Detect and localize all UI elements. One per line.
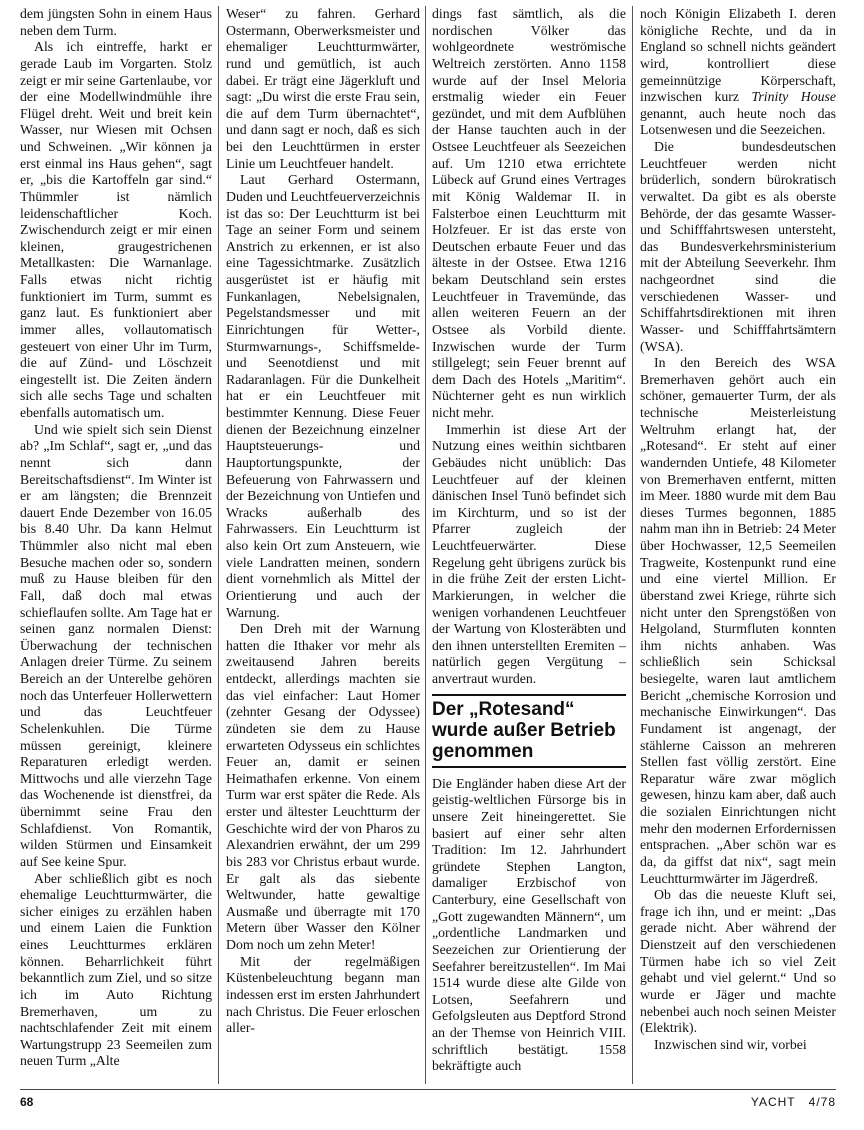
- paragraph: [640, 6, 836, 139]
- issue-number: 4/78: [808, 1095, 836, 1109]
- paragraph: Mit der regelmäßigen Küstenbeleuchtung begann man indessen erst im ersten Jahrhundert nach Christus. Die Feuer erloschen aller-: [226, 953, 420, 1036]
- paragraph: Laut Gerhard Ostermann, Duden und Leuchtfeuerverzeichnis ist das so: Der Leuchtturm ist bei Tage an seiner Form und seinem Anstrich zu erkennen, er ist also eine Tagessichtmarke. Zusätzlich ausgerüstet ist er häufig mit Funkanlagen, Nebelsignalen, Pegelstandsmesser und mit Einrichtungen für Wetter-, Sturmwarnungs-, Schiffsmelde- und Seenotdienst und mit Radaranlagen. Für die Dunkelheit hat er ein Leuchtfeuer mit bestimmter Kennung. Diese Feuer dienen der Bezeichnung einzelner Hauptsteuerungs- und Hauptortungspunkte, der Befeuerung von Fahrwassern und der Bezeichnung von Untiefen und Wracks außerhalb des Fahrwassers. Ein Leuchtturm ist also kein Ort zum Ansteuern, wie viele Landratten meinen, sondern dient vornehmlich als Mittel der Orientierung und auch der Warnung.: [226, 172, 420, 620]
- column-divider: [218, 6, 219, 1084]
- paragraph: Weser“ zu fahren. Gerhard Ostermann, Oberwerksmeister und ehemaliger Leuchtturmwärter, rund und gemütlich, ist auch dabei. Er trägt eine Jägerkluft und sagt: „Du wirst die erste Frau sein, die auf dem Turm übernachtet“, und dann sagt er noch, daß es sich bei den Leuchttürmen in erster Linie um Leuchtfeuer handelt.: [226, 6, 420, 171]
- emphasis-text: Trinity House: [751, 89, 836, 105]
- paragraph: Die bundesdeutschen Leuchtfeuer werden nicht brüderlich, sondern bürokratisch verwaltet. Da gibt es als oberste Behörde, der das gesamte Wasser- und Schifffahrtswesen untersteht, das Bundesverkehrsministerium mit der Abteilung Seeverkehr. Ihm nachgeordnet sind die verschiedenen Wasser- und Schiffahrtsdirektionen mit ihren Wasser- und Schifffahrtsämtern (WSA).: [640, 139, 836, 354]
- paragraph: Inzwischen sind wir, vorbei: [654, 1036, 807, 1052]
- paragraph: dem jüngsten Sohn in einem Haus neben dem Turm.: [20, 6, 212, 38]
- paragraph: In den Bereich des WSA Bremerhaven gehört auch ein schöner, gemauerter Turm, der als technische Meisterleistung Weltruhm erlangt hat, der „Rotesand“. Er steht auf einer wandernden Untiefe, 48 Kilometer von Bremerhaven entfernt, mitten im Meer. 1880 wurde mit dem Bau dieses Turmes begonnen, 1885 nahm man ihn in Betrieb: 24 Meter über Hochwasser, 12,5 Seemeilen Tragweite, Kostenpunkt rund eine und eine viertel Million. Er überstand zwei Kriege, rührte sich nicht unter den Sprengstößen von Helgoland, Sturmfluten konnten ihm nichts anhaben. Was schließlich sein Schicksal besiegelte, waren laut amtlichem Bericht „chemische Korrosion und mechanische Einwirkungen“. Das Fundament ist angenagt, der stählerne Caisson an mehreren Stellen fast völlig zerstört. Eine Reparatur wäre zwar möglich gewesen, hinzu kam aber, daß auch die sozialen Einrichtungen nicht mehr den modernen Erfordernissen entsprachen. „Aber schön war es da, da giffst dat nix“, sagt mein Leuchtturmwärter im Jägerdreß.: [640, 355, 836, 886]
- page-footer: [20, 1089, 836, 1114]
- text-column-4: [640, 6, 836, 1053]
- paragraph: Immerhin ist diese Art der Nutzung eines weithin sichtbaren Gebäudes nicht unüblich: Das Leuchtfeuer auf der kleinen dänischen Insel Tunö befindet sich im Kirchturm, und so ist der Pfarrer zugleich der Leuchtfeuerwärter. Diese Regelung geht übrigens zurück bis in die frühe Zeit der ersten Licht-Markierungen, in welcher die wenigen vorhandenen Leuchtfeuer der Wartung von Klosteräbten und den ihnen unterstellten Eremiten – natürlich gegen Vergütung – anvertraut wurden.: [432, 421, 626, 686]
- page-number: 68: [20, 1095, 34, 1109]
- text-run: genannt, auch heute noch das Lotsenwesen und die Seezeichen.: [640, 105, 836, 138]
- paragraph: Als ich eintreffe, harkt er gerade Laub im Vorgarten. Stolz zeigt er mir seine Gartenlaube, vor der eine Modellwindmühle ihre Flügel dreht. Weit und breit kein Wasser, nur Wiesen mit Ochsen und Schweinen. „Wir können ja erst einmal ins Haus gehen“, sagt er, „bis die Kartoffeln gar sind.“ Thümmler ist nämlich leidenschaftlicher Koch. Zwischendurch zeigt er mir einen kleinen, graugestrichenen Metallkasten: Die Warnanlage. Falls etwas nicht richtig funktioniert im Turm, summt es ganz laut. Es funktioniert aber immer alles, vollautomatisch gesteuert von einer Uhr im Turm, die auf Zünd- und Löschzeit eingestellt ist. Die Zeiten ändern sich alle sechs Tage und schalten ebenfalls automatisch um.: [20, 39, 212, 420]
- magazine-issue: [751, 1095, 836, 1109]
- paragraph: Und wie spielt sich sein Dienst ab? „Im Schlaf“, sagt er, „und das nennt sich dann Bereitschaftsdienst“. Im Winter ist er am längsten; die Brennzeit dauert Ende Dezember von 16.05 bis 8.40 Uhr. Da kann Helmut Thümmler also nicht mal eben Besuche machen oder so, sondern muß zu Hause bleiben für den Fall, daß doch mal etwas schieflaufen sollte. Am Tage hat er seinen ganz normalen Dienst: Überwachung der technischen Anlagen dreier Türme. Zu seinem Bereich an der Unterelbe gehören noch das Unterfeuer Hollerwettern und das Leuchtfeuer Schelenkuhlen. Die Türme müssen gereinigt, kleinere Reparaturen erledigt werden. Mittwochs und alle vierzehn Tage das Wochenende ist dienstfrei, da übernimmt seine Frau den Schlafdienst. Von Romantik, wilden Stürmen und Einsamkeit auf See keine Spur.: [20, 421, 212, 869]
- column-divider: [425, 6, 426, 1084]
- paragraph: dings fast sämtlich, als die nordischen Völker das wohlgeordnete weströmische Weltreich zerstörten. Anno 1158 wurde auf der Insel Meloria erstmalig wieder ein Feuer gezündet, und mit dem Aufblühen der Hanse tauchten auch in der Ostsee Leuchtfeuer als Seezeichen auf. Um 1210 etwa errichtete Lübeck auf Grund eines Vertrages mit König Waldemar II. in Falsterboe einen Leuchtturm mit Holzfeuer. Er ist das erste von Deutschen erbaute Feuer und das älteste in der Ostsee. Etwa 1216 bekam Deutschland sein erstes Leuchtfeuer in Travemünde, das allen weiteren Feuern an der Ostsee als Vorbild diente. Inzwischen wurde der Turm stillgelegt; sein Feuer brennt auf dem Dach des Hotels „Maritim“. Nüchterner geht es nun wirklich nicht mehr.: [432, 6, 626, 420]
- magazine-name: YACHT: [750, 1095, 796, 1109]
- subheadline-box: [432, 694, 626, 768]
- text-column-1: [20, 6, 212, 1070]
- paragraph: Den Dreh mit der Warnung hatten die Ithaker vor mehr als zweitausend Jahren bereits entdeckt, allerdings machten sie das viel einfacher: Laut Homer (zehnter Gesang der Odyssee) zündeten sie dem zu Hause erwarteten Odysseus ein schlichtes Feuer an, damit er seinen Heimathafen erkenne. Von einem Turm war erst später die Rede. Als erster und ältester Leuchtturm der Geschichte wird der von Pharos zu Alexandrien erwähnt, der um 299 bis 283 vor Christus erbaut wurde. Er galt als das siebente Weltwunder, hatte gewaltige Ausmaße und überragte mit 170 Metern über Wasser den Kölner Dom noch um zehn Meter!: [226, 621, 420, 952]
- text-column-2: [226, 6, 420, 1037]
- column-divider: [632, 6, 633, 1084]
- subheadline: Der „Rotesand“ wurde außer Betrieb genommen: [432, 698, 616, 762]
- paragraph: Ob das die neueste Kluft sei, frage ich ihn, und er meint: „Das gerade nicht. Aber während der Dienstzeit auf den verschiedenen Türmen habe ich so viel Zeit gehabt und viel gelernt.“ Und so wurde er Jäger und machte nebenbei auch noch seinen Meister (Elektrik).: [640, 887, 836, 1036]
- text-run: noch Königin Elizabeth I. deren königliche Rechte, und da in England so schnell nichts geändert wird, kontrolliert diese gemeinnützige Körperschaft, inzwischen kurz: [640, 6, 836, 105]
- text-column-3: [432, 6, 626, 1075]
- paragraph: Die Engländer haben diese Art der geistig-weltlichen Fürsorge bis in unsere Zeit hineingerettet. Sie basiert auf einer sehr alten Tradition: Im 12. Jahrhundert gründete Stephen Langton, damaliger Erzbischof von Canterbury, eine Gesellschaft von „Gott zugewandten Männern“, um „ordentliche Landmarken und Seezeichen zur Orientierung der Seefahrer bereitzustellen“. Im Mai 1514 wurde diese alte Gilde von Lotsen, Seefahrern und Gefolgsleuten aus Deptford Strond an der Themse von Heinrich VIII. schriftlich bestätigt. 1558 bekräftigte auch: [432, 775, 626, 1074]
- paragraph: Aber schließlich gibt es noch ehemalige Leuchtturmwärter, die sicher einiges zu erzählen haben und einem Laien die Funktion eines Leuchtturmes erklären können. Beharrlichkeit führt bekanntlich zum Ziel, und so sitze ich im Auto Richtung Bremerhaven, um zu nachtschlafender Zeit mit einem Wartungstrupp 23 Seemeilen zum neuen Turm „Alte: [20, 870, 212, 1069]
